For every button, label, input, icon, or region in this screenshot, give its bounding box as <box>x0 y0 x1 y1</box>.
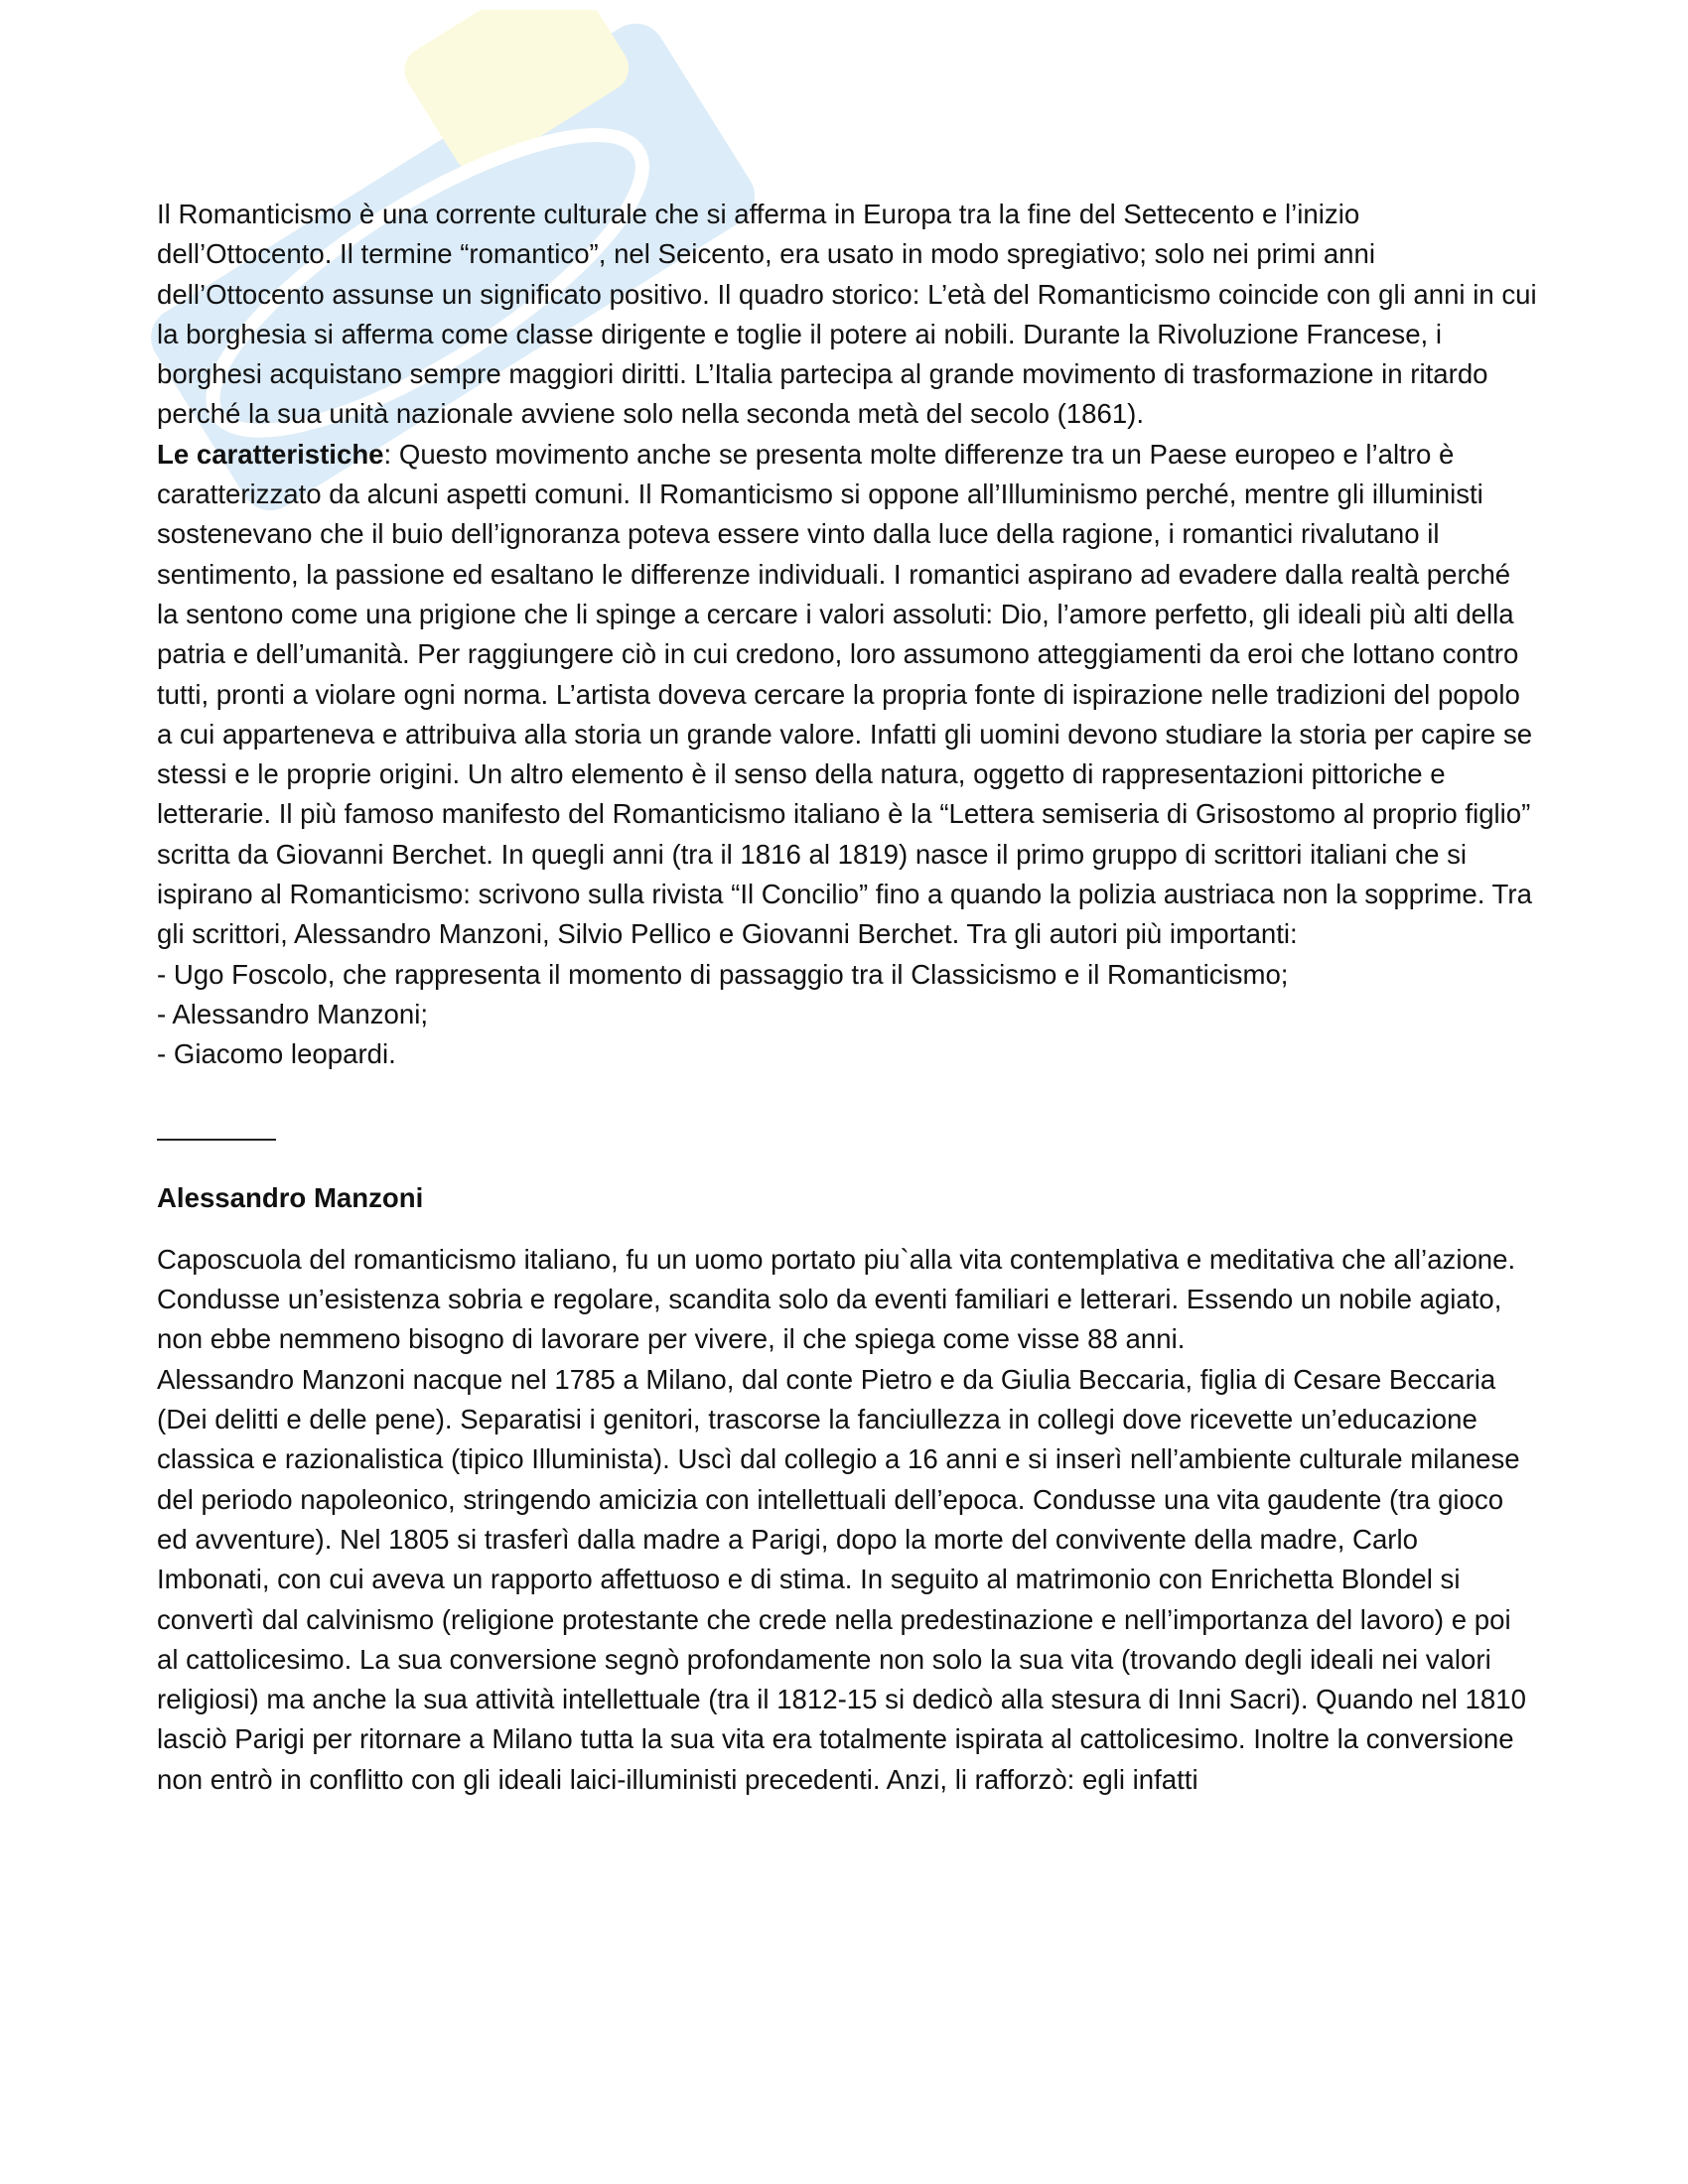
section-heading: Alessandro Manzoni <box>157 1181 424 1213</box>
intro-paragraph: Il Romanticismo è una corrente culturale che si afferma in Europa tra la fine del Settecento e l’inizio dell’Ottocento. Il termine “romantico”, nel Seicento, era usato in modo spregiativo; solo nei primi anni dell’Ottocento assunse un significato positivo. Il quadro storico: L’età del Romanticismo coincide con gli anni in cui la borghesia si afferma come classe dirigente e toglie il potere ai nobili. Durante la Rivoluzione Francese, i borghesi acquistano sempre maggiori diritti. L’Italia partecipa al grande movimento di trasformazione in ritardo perché la sua unità nazionale avviene solo nella seconda metà del secolo (1861). <box>157 199 1537 430</box>
characteristics-paragraph <box>157 435 1537 955</box>
author-list-item: - Ugo Foscolo, che rappresenta il momento di passaggio tra il Classicismo e il Romanticismo; <box>157 958 1289 990</box>
author-list-item: - Giacomo leopardi. <box>157 1038 396 1070</box>
manzoni-intro-paragraph: Caposcuola del romanticismo italiano, fu un uomo portato piu`alla vita contemplativa e meditativa che all’azione. Condusse un’esistenza sobria e regolare, scandita solo da eventi familiari e letterari. Essendo un nobile agiato, non ebbe nemmeno bisogno di lavorare per vivere, il che spiega come visse 88 anni. <box>157 1243 1516 1355</box>
document-page <box>157 195 1537 1800</box>
characteristics-text: : Questo movimento anche se presenta molte differenze tra un Paese europeo e l’altro è caratterizzato da alcuni aspetti comuni. Il Romanticismo si oppone all’Illuminismo perché, mentre gli illuministi sostenevano che il buio dell’ignoranza poteva essere vinto dalla luce della ragione, i romantici rivalutano il sentimento, la passione ed esaltano le differenze individuali. I romantici aspirano ad evadere dalla realtà perché la sentono come una prigione che li spinge a cercare i valori assoluti: Dio, l’amore perfetto, gli ideali più alti della patria e dell’umanità. Per raggiungere ciò in cui credono, loro assumono atteggiamenti da eroi che lottano contro tutti, pronti a violare ogni norma. L’artista doveva cercare la propria fonte di ispirazione nelle tradizioni del popolo a cui apparteneva e attribuiva alla storia un grande valore. Infatti gli uomini devono studiare la storia per capire se stessi e le proprie origini. Un altro elemento è il senso della natura, oggetto di rappresentazioni pittoriche e letterarie. Il più famoso manifesto del Romanticismo italiano è la “Lettera semiseria di Grisostomo al proprio figlio” scritta da Giovanni Berchet. In quegli anni (tra il 1816 al 1819) nasce il primo gruppo di scrittori italiani che si ispirano al Romanticismo: scrivono sulla rivista “Il Concilio” fino a quando la polizia austriaca non la sopprime. Tra gli scrittori, Alessandro Manzoni, Silvio Pellico e Giovanni Berchet. Tra gli autori più importanti: <box>157 438 1533 950</box>
section-divider <box>157 1139 276 1141</box>
manzoni-bio-paragraph: Alessandro Manzoni nacque nel 1785 a Milano, dal conte Pietro e da Giulia Beccaria, figlia di Cesare Beccaria (Dei delitti e delle pene). Separatisi i genitori, trascorse la fanciullezza in collegi dove ricevette un’educazione classica e razionalistica (tipico Illuminista). Uscì dal collegio a 16 anni e si inserì nell’ambiente culturale milanese del periodo napoleonico, stringendo amicizia con intellettuali dell’epoca. Condusse una vita gaudente (tra gioco ed avventure). Nel 1805 si trasferì dalla madre a Parigi, dopo la morte del convivente della madre, Carlo Imbonati, con cui aveva un rapporto affettuoso e di stima. In seguito al matrimonio con Enrichetta Blondel si convertì dal calvinismo (religione protestante che crede nella predestinazione e nell’importanza del lavoro) e poi al cattolicesimo. La sua conversione segnò profondamente non solo la sua vita (trovando degli ideali nei valori religiosi) ma anche la sua attività intellettuale (tra il 1812-15 si dedicò alla stesura di Inni Sacri). Quando nel 1810 lasciò Parigi per ritornare a Milano tutta la sua vita era totalmente ispirata al cattolicesimo. Inoltre la conversione non entrò in conflitto con gli ideali laici-illuministi precedenti. Anzi, li rafforzò: egli infatti <box>157 1363 1526 1795</box>
author-list-item: - Alessandro Manzoni; <box>157 998 429 1029</box>
characteristics-label: Le caratteristiche <box>157 438 384 470</box>
